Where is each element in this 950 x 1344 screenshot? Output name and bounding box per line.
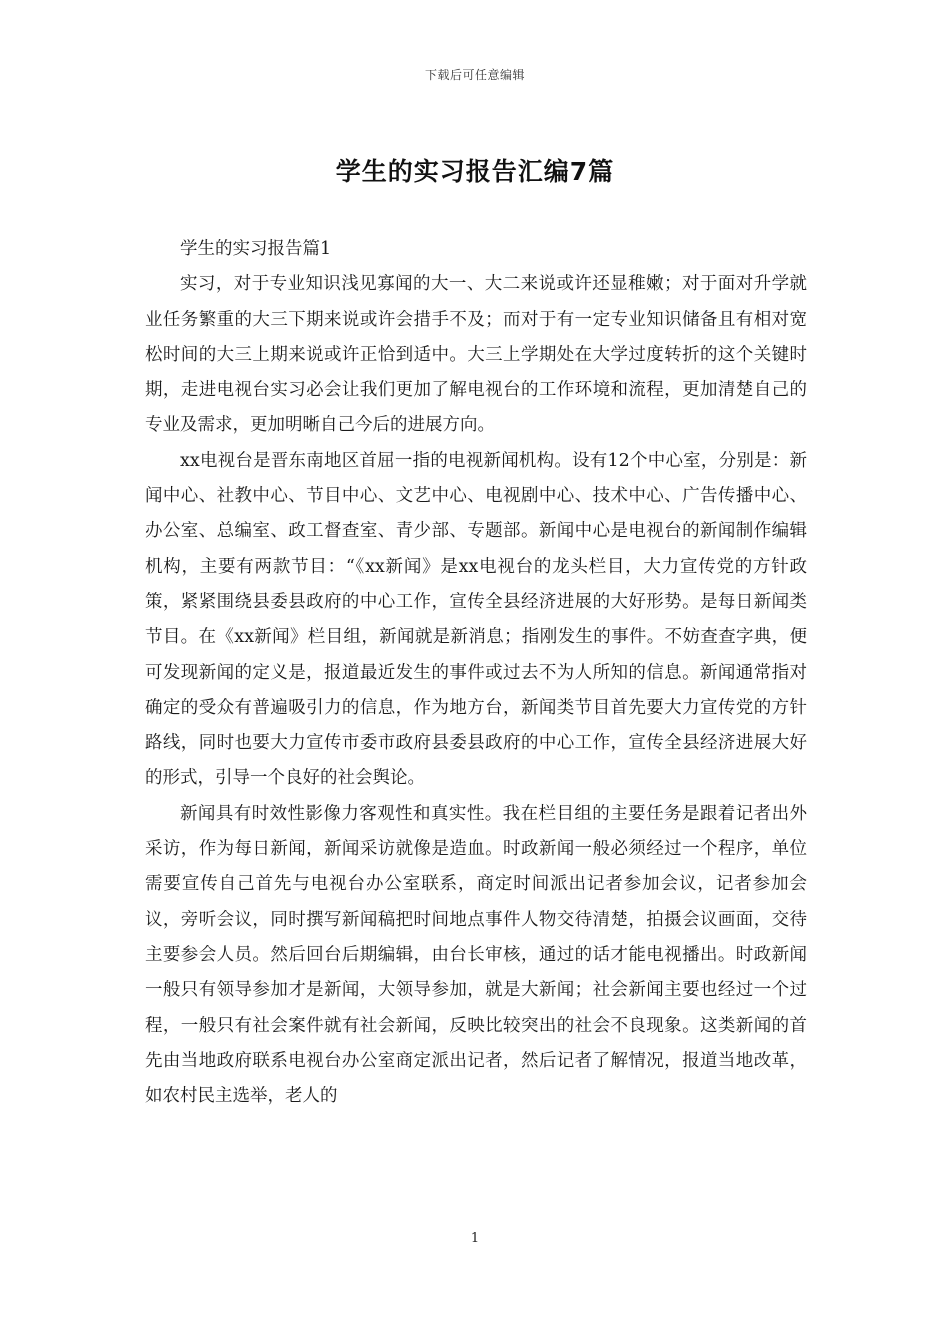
paragraph-2: xx电视台是晋东南地区首屈一指的电视新闻机构。设有12个中心室，分别是：新闻中心、社教中心、节目中心、文艺中心、电视剧中心、技术中心、广告传播中心、办公室、总编室、政工督查室、青少部、专题部。新闻中心是电视台的新闻制作编辑机构，主要有两款节目：“《xx新闻》是xx电视台的龙头栏目，大力宣传党的方针政策，紧紧围绕县委县政府的中心工作，宣传全县经济进展的大好形势。是每日新闻类节目。在《xx新闻》栏目组，新闻就是新消息；指刚发生的事件。不妨查查字典，便可发现新闻的定义是，报道最近发生的事件或过去不为人所知的信息。新闻通常指对确定的受众有普遍吸引力的信息，作为地方台，新闻类节目首先要大力宣传党的方针路线，同时也要大力宣传市委市政府县委县政府的中心工作，宣传全县经济进展大好的形式，引导一个良好的社会舆论。: [145, 450, 807, 789]
page-header-note: 下载后可任意编辑: [424, 68, 525, 82]
document-title: 学生的实习报告汇编7篇: [335, 157, 615, 186]
paragraph-1: 实习，对于专业知识浅见寡闻的大一、大二来说或许还显稚嫩；对于面对升学就业任务繁重的大三下期来说或许会措手不及；而对于有一定专业知识储备且有相对宽松时间的大三上期来说或许正恰到适中。大三上学期处在大学过度转折的这个关键时期，走进电视台实习必会让我们更加了解电视台的工作环境和流程，更加清楚自己的专业及需求，更加明晰自己今后的进展方向。: [145, 274, 807, 436]
section-heading: 学生的实习报告篇1: [180, 239, 332, 259]
paragraph-3: 新闻具有时效性影像力客观性和真实性。我在栏目组的主要任务是跟着记者出外采访，作为每日新闻，新闻采访就像是造血。时政新闻一般必须经过一个程序，单位需要宣传自己首先与电视台办公室联系，商定时间派出记者参加会议，记者参加会议，旁听会议，同时撰写新闻稿把时间地点事件人物交待清楚，拍摄会议画面，交待主要参会人员。然后回台后期编辑，由台长审核，通过的话才能电视播出。时政新闻一般只有领导参加才是新闻，大领导参加，就是大新闻；社会新闻主要也经过一个过程，一般只有社会案件就有社会新闻，反映比较突出的社会不良现象。这类新闻的首先由当地政府联系电视台办公室商定派出记者，然后记者了解情况，报道当地改革，如农村民主选举，老人的: [145, 803, 807, 1107]
document-body: [145, 232, 807, 1114]
page-number: 1: [470, 1231, 480, 1246]
